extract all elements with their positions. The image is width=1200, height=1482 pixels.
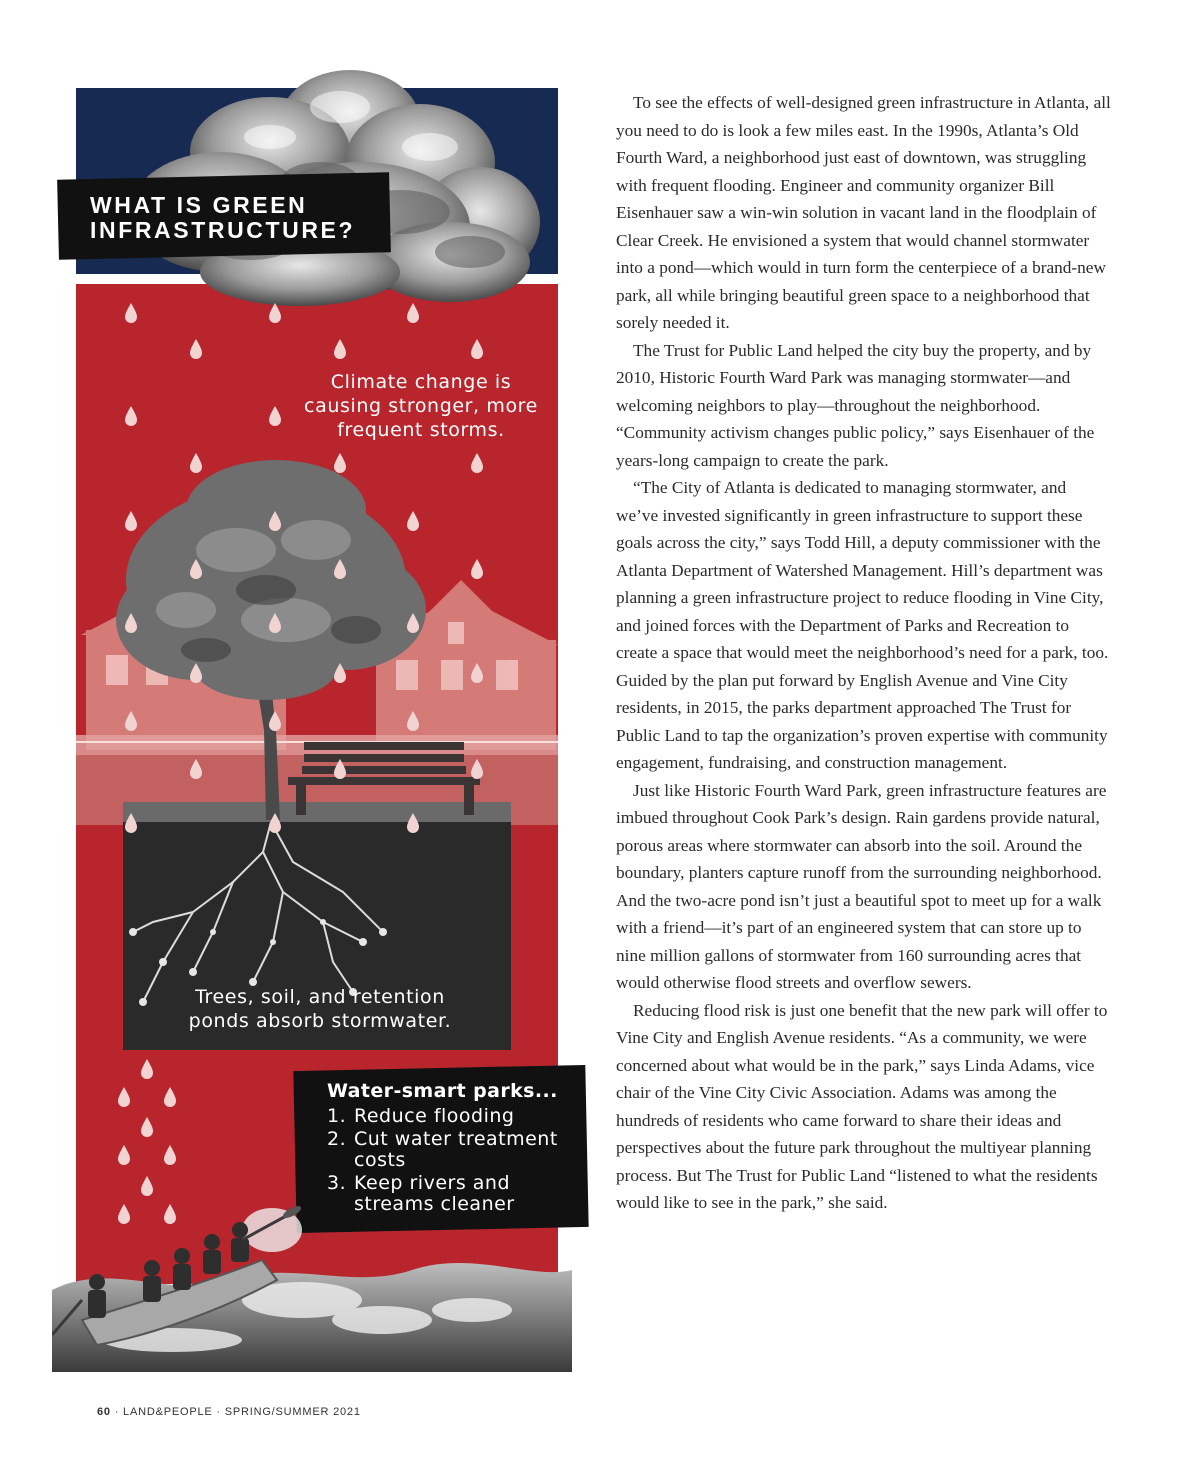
list-item	[327, 1106, 587, 1127]
list-text: Reduce flooding	[354, 1105, 515, 1127]
list-number: 3.	[327, 1172, 347, 1194]
river-rafting-illustration	[52, 1200, 572, 1372]
water-smart-title: Water-smart parks...	[327, 1080, 558, 1102]
climate-caption: Climate change is causing stronger, more frequent storms.	[304, 371, 538, 441]
soil-caption: Trees, soil, and retention ponds absorb stormwater.	[188, 986, 452, 1032]
article-paragraph: Reducing flood risk is just one benefit that the new park will offer to Vine City and English Avenue residents. “As a community, we were concerned about what would be in the park,” says Linda Adams, vice chair of the Vine City Civic Association. Adams was among the hundreds of residents who came forward to share their ideas and perspectives about the future park throughout the multiyear planning process. But The Trust for Public Land “listened to what the residents would like to see in the park,” she said.	[616, 1000, 1108, 1212]
article-paragraph: “The City of Atlanta is dedicated to managing stormwater, and we’ve invested significantly in green infrastructure to support these goals across the city,” says Todd Hill, a deputy commissioner with the Atlanta Department of Watershed Management. Hill’s department was planning a green infrastructure project to reduce flooding in Vine City, and joined forces with the Department of Parks and Recreation to create a space that would meet the neighborhood’s need for a park, too. Guided by the plan put forward by English Avenue and Vine City residents, in 2015, the parks department approached The Trust for Public Land to tap the organization’s proven expertise with community engagement, fundraising, and construction management.	[616, 478, 1109, 772]
title-line-2: INFRASTRUCTURE?	[90, 217, 356, 243]
list-number: 1.	[327, 1105, 347, 1127]
article-body	[616, 89, 1112, 1217]
list-item	[327, 1129, 587, 1171]
page-number: 60	[97, 1406, 111, 1418]
list-text: Cut water treatment costs	[354, 1128, 558, 1171]
article-paragraph: The Trust for Public Land helped the city buy the property, and by 2010, Historic Fourth Ward Park was managing stormwater—and welcoming neighbors to play—throughout the neighborhood. “Community activism changes public policy,” says Eisenhauer of the years-long campaign to create the park.	[616, 340, 1095, 470]
list-text: Keep rivers and streams cleaner	[354, 1172, 515, 1215]
publication-info: · LAND&PEOPLE · SPRING/SUMMER 2021	[114, 1406, 361, 1418]
article-paragraph: Just like Historic Fourth Ward Park, green infrastructure features are imbued throughout Cook Park’s design. Rain gardens provide natural, porous areas where stormwater can absorb into the soil. Around the boundary, planters capture runoff from the surrounding neighborhood. And the two-acre pond isn’t just a beautiful spot to meet up for a walk with a friend—it’s part of an engineered system that can store up to nine million gallons of stormwater from 160 surrounding acres that would otherwise flood streets and overflow sewers.	[616, 780, 1107, 992]
title-line-1: WHAT IS GREEN	[90, 192, 308, 218]
list-number: 2.	[327, 1128, 347, 1150]
infographic	[0, 0, 600, 1400]
page-footer	[97, 1406, 361, 1418]
article-paragraph: To see the effects of well-designed green infrastructure in Atlanta, all you need to do is look a few miles east. In the 1990s, Atlanta’s Old Fourth Ward, a neighborhood just east of downtown, was struggling with frequent flooding. Engineer and community organizer Bill Eisenhauer saw a win-win solution in vacant land in the floodplain of Clear Creek. He envisioned a system that would channel stormwater into a pond—which would in turn form the centerpiece of a brand-new park, all while bringing beautiful green space to a neighborhood that sorely needed it.	[616, 93, 1111, 332]
